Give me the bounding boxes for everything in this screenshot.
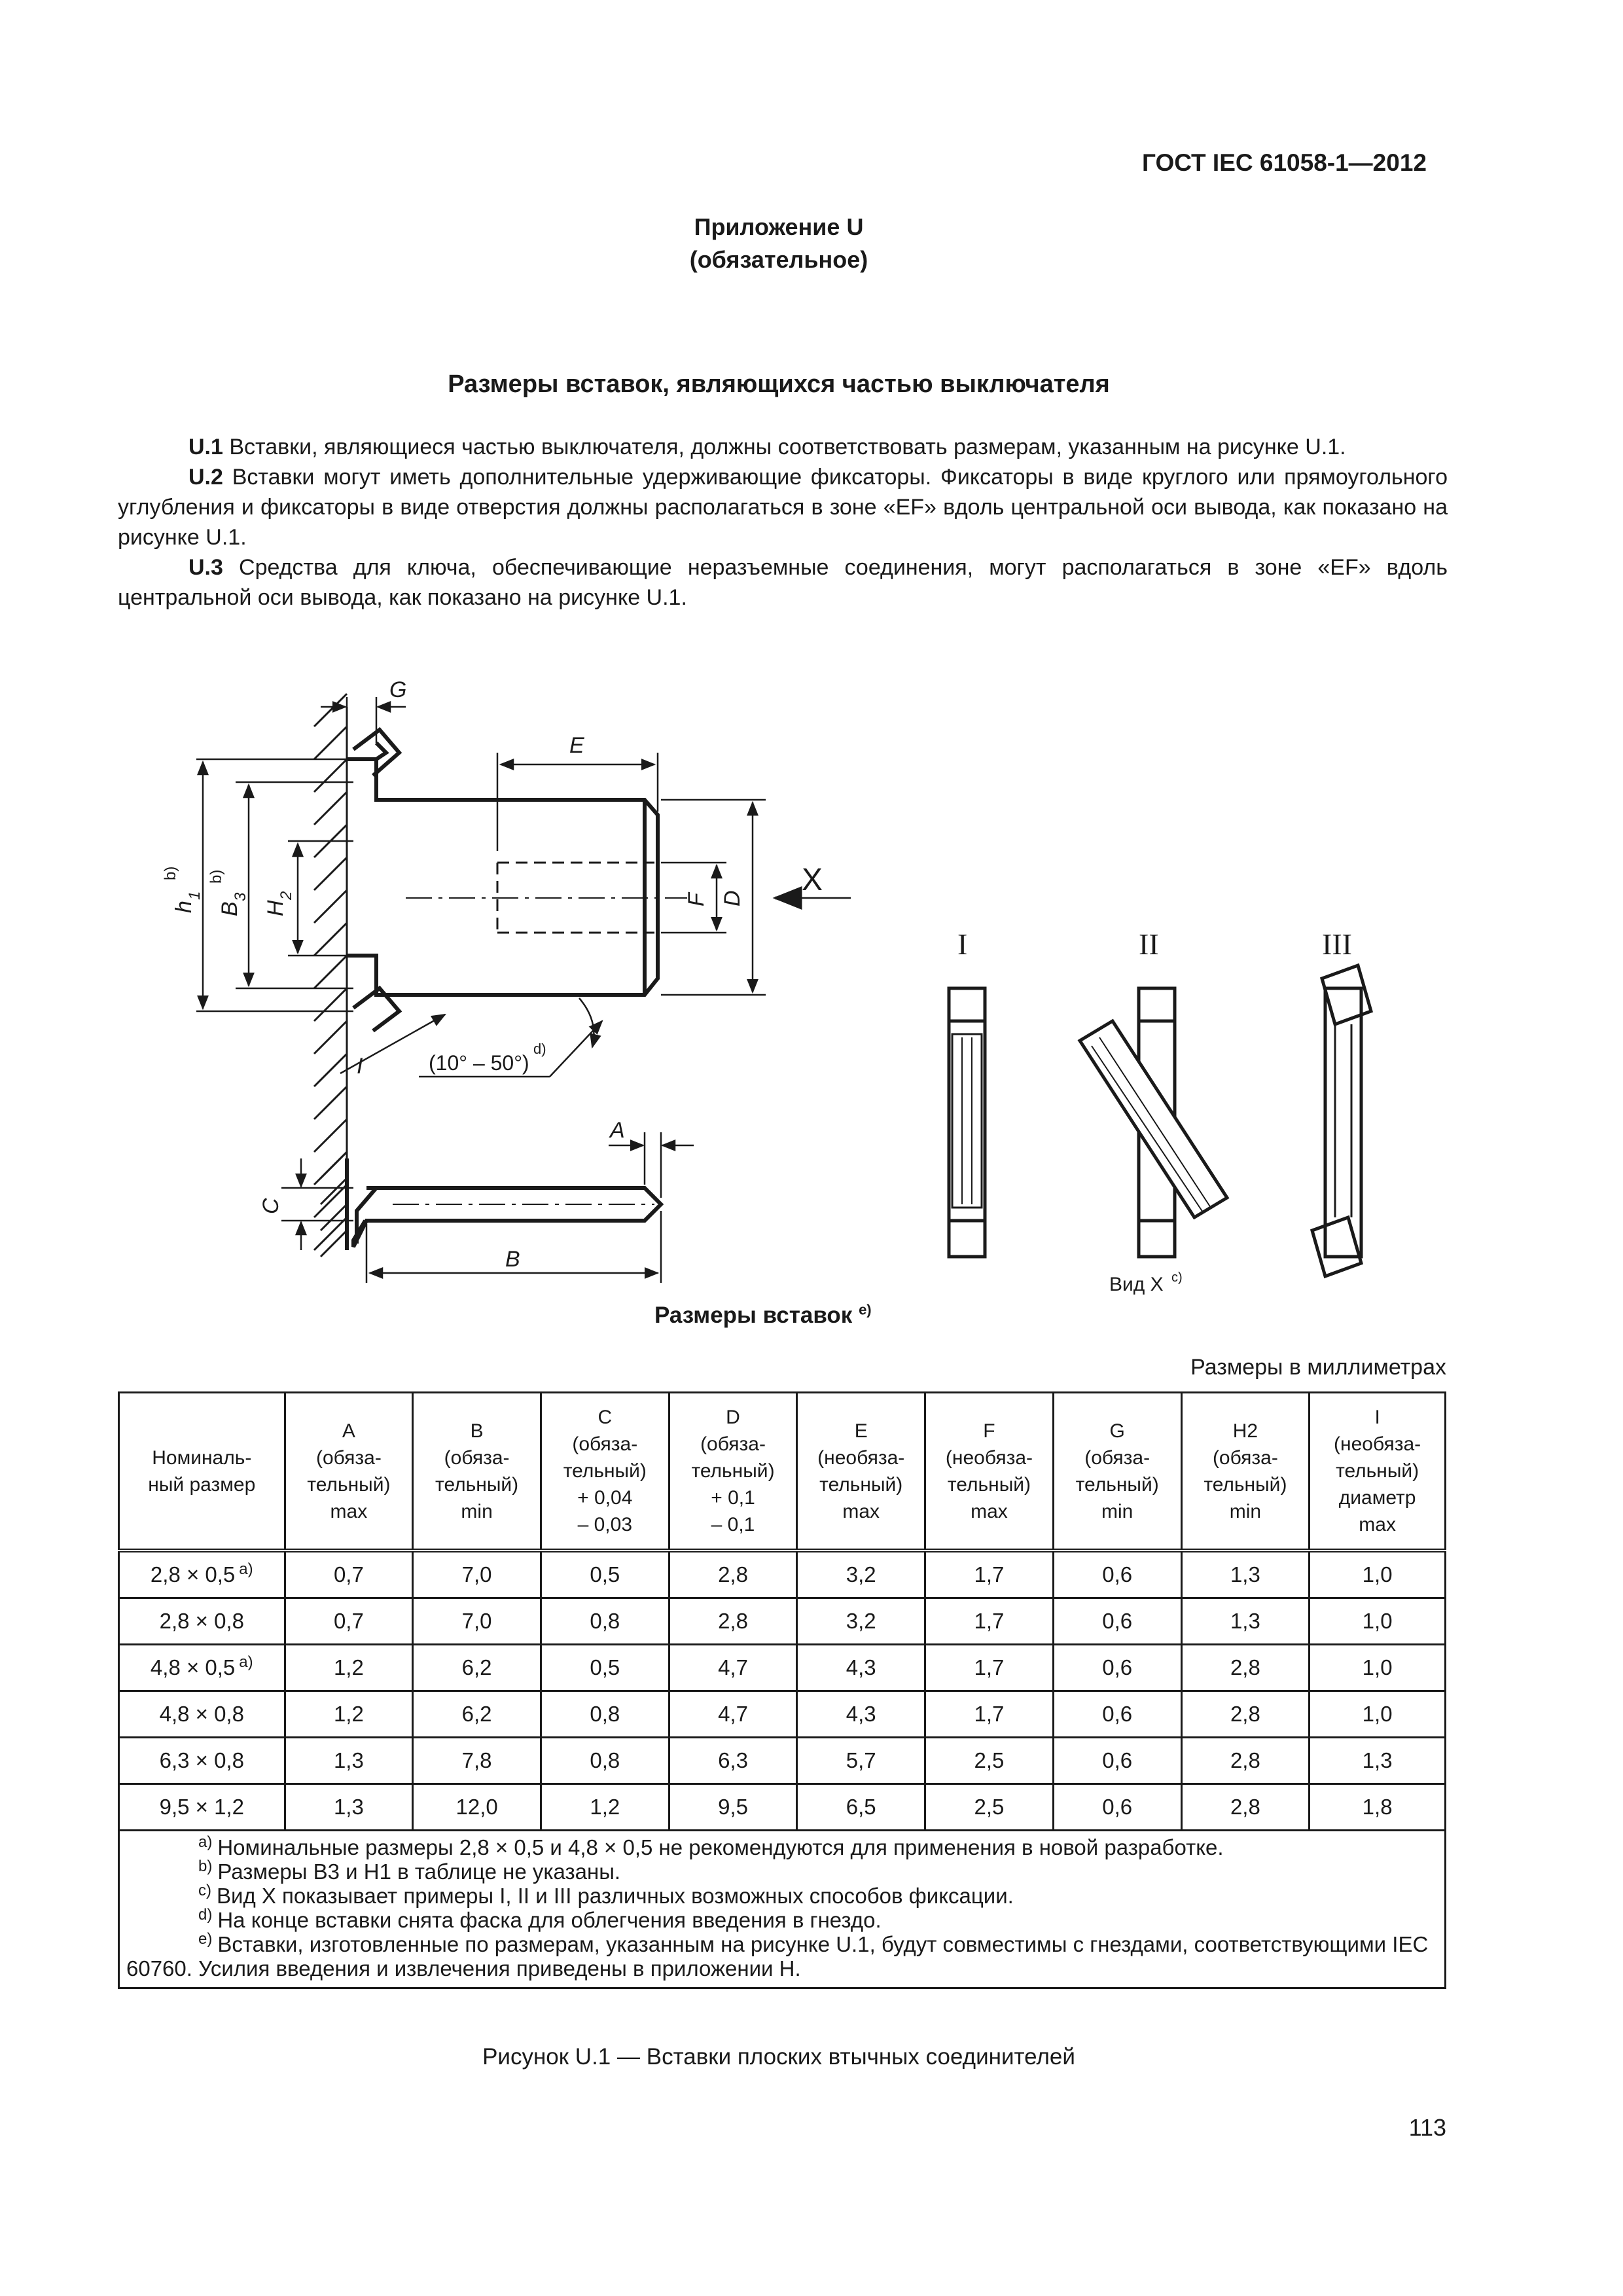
table-cell: 2,8 [669, 1598, 797, 1645]
footnote-mark: a) [239, 1560, 253, 1578]
table-cell: 0,6 [1053, 1691, 1181, 1738]
table-cell: 7,8 [413, 1738, 541, 1784]
paragraph-text: Вставки могут иметь дополнительные удерживающие фиксаторы. Фиксаторы в виде круглого или прямоугольного углубления и фиксаторы в виде отверстия должны располагаться в зоне «EF» вдоль центральной оси вывода, как показано на рисунке U.1. [118, 465, 1448, 550]
note-text: На конце вставки снята фаска для облегчения введения в гнездо. [217, 1908, 882, 1932]
label-view-ii: II [1139, 927, 1159, 961]
table-cell: 4,3 [797, 1691, 925, 1738]
table-cell: 4,7 [669, 1645, 797, 1691]
note-mark: e) [198, 1930, 213, 1948]
table-cell: 1,3 [285, 1784, 413, 1831]
nominal-size-value: 9,5 × 1,2 [159, 1795, 244, 1819]
label-x: X [802, 863, 823, 897]
table-cell: 6,2 [413, 1691, 541, 1738]
label-angle: (10° – 50°) [429, 1051, 529, 1075]
label-e: E [569, 733, 584, 758]
table-cell: 1,7 [925, 1691, 1054, 1738]
table-cell: 1,7 [925, 1645, 1054, 1691]
label-a: A [610, 1118, 625, 1143]
table-cell: 0,8 [541, 1691, 669, 1738]
annex-title: Приложение U [694, 213, 864, 240]
table-cell: 0,7 [285, 1598, 413, 1645]
view-x-caption: Вид X [1109, 1274, 1164, 1295]
table-cell: 6,3 [669, 1738, 797, 1784]
label-b3-sup: b) [207, 869, 225, 884]
table-cell: 1,7 [925, 1551, 1054, 1598]
view-x-variant-3 [1312, 965, 1371, 1276]
cell-nominal-size [119, 1784, 285, 1831]
figure-caption-text: Размеры вставок [654, 1302, 853, 1328]
table-cell: 0,6 [1053, 1551, 1181, 1598]
dimensions-table [118, 1391, 1446, 1989]
table-cell: 1,3 [1310, 1738, 1446, 1784]
note-a [126, 1835, 1438, 1859]
table-cell: 2,8 [1181, 1645, 1310, 1691]
table-header-row [119, 1393, 1446, 1551]
header-nominal-size: Номиналь- ный размер [119, 1393, 285, 1551]
paragraph-text: Вставки, являющиеся частью выключателя, должны соответствовать размерам, указанным на рисунке U.1. [223, 435, 1346, 459]
header-h2: H2 (обяза- тельный) min [1181, 1393, 1310, 1551]
cell-nominal-size [119, 1645, 285, 1691]
table-cell: 0,5 [541, 1551, 669, 1598]
view-x-variant-1 [949, 988, 985, 1257]
nominal-size-value: 2,8 × 0,5 [150, 1562, 236, 1587]
table-cell: 4,3 [797, 1645, 925, 1691]
figure-caption [654, 1302, 916, 1329]
paragraph-text: Средства для ключа, обеспечивающие неразъемные соединения, могут располагаться в зоне «EF» вдоль центральной оси вывода, как показано на рисунке U.1. [118, 555, 1448, 610]
table-cell: 2,8 [1181, 1691, 1310, 1738]
note-text: Номинальные размеры 2,8 × 0,5 и 4,8 × 0,5 не рекомендуются для применения в новой разработке. [217, 1835, 1224, 1859]
table-cell: 2,5 [925, 1784, 1054, 1831]
table-row [119, 1691, 1446, 1738]
cell-nominal-size [119, 1691, 285, 1738]
table-cell: 7,0 [413, 1598, 541, 1645]
page-number: 113 [1408, 2114, 1446, 2141]
label-b3-sub: 3 [232, 892, 249, 901]
label-g: G [389, 677, 407, 702]
table-cell: 0,8 [541, 1738, 669, 1784]
table-cell: 0,6 [1053, 1784, 1181, 1831]
note-mark: d) [198, 1906, 213, 1924]
label-h1-sub: 1 [186, 891, 204, 900]
table-cell: 1,0 [1310, 1551, 1446, 1598]
note-d [126, 1908, 1438, 1932]
header-c: C (обяза- тельный) + 0,04 – 0,03 [541, 1393, 669, 1551]
paragraph-number: U.3 [188, 555, 223, 580]
table-cell: 3,2 [797, 1598, 925, 1645]
note-mark: c) [198, 1882, 211, 1899]
note-text: Размеры B3 и H1 в таблице не указаны. [217, 1859, 621, 1884]
footnote-mark: a) [239, 1653, 253, 1671]
table-cell: 6,2 [413, 1645, 541, 1691]
document-code: ГОСТ IEC 61058-1—2012 [1141, 149, 1427, 176]
label-b3: B [217, 901, 242, 916]
table-cell: 1,3 [1181, 1598, 1310, 1645]
header-d: D (обяза- тельный) + 0,1 – 0,1 [669, 1393, 797, 1551]
note-c [126, 1884, 1438, 1908]
paragraph-number: U.2 [188, 465, 223, 490]
label-i: I [357, 1054, 363, 1079]
table-cell: 1,2 [285, 1691, 413, 1738]
table-cell: 1,3 [285, 1738, 413, 1784]
table-cell: 1,0 [1310, 1645, 1446, 1691]
table-cell: 1,2 [541, 1784, 669, 1831]
table-row [119, 1551, 1446, 1598]
figure-caption-sup: e) [859, 1301, 872, 1318]
nominal-size-value: 6,3 × 0,8 [159, 1748, 244, 1772]
table-cell: 12,0 [413, 1784, 541, 1831]
notes-row [119, 1831, 1446, 1988]
label-angle-sup: d) [533, 1041, 546, 1057]
dimension-lines [196, 697, 851, 1077]
table-row [119, 1645, 1446, 1691]
table-cell: 5,7 [797, 1738, 925, 1784]
label-h1-sup: b) [162, 866, 179, 880]
table-cell: 0,6 [1053, 1598, 1181, 1645]
label-b: B [505, 1247, 520, 1272]
table-cell: 0,7 [285, 1551, 413, 1598]
annex-status: (обязательное) [689, 246, 868, 273]
table-row [119, 1738, 1446, 1784]
header-g: G (обяза- тельный) min [1053, 1393, 1181, 1551]
label-h2-sub: 2 [277, 891, 295, 900]
table-cell: 1,0 [1310, 1691, 1446, 1738]
nominal-size-value: 4,8 × 0,8 [159, 1702, 244, 1726]
header-f: F (необяза- тельный) max [925, 1393, 1054, 1551]
section-title: Размеры вставок, являющихся частью выключателя [448, 370, 1110, 398]
label-d: D [720, 890, 745, 906]
note-mark: b) [198, 1857, 213, 1875]
table-cell: 6,5 [797, 1784, 925, 1831]
note-text: Вставки, изготовленные по размерам, указанным на рисунке U.1, будут совместимы с гнездами, соответствующими IEC 60760. Усилия введения и извлечения приведены в приложении H. [126, 1932, 1429, 1981]
table-cell: 9,5 [669, 1784, 797, 1831]
note-text: Вид X показывает примеры I, II и III различных возможных способов фиксации. [217, 1884, 1014, 1908]
table-cell: 1,7 [925, 1598, 1054, 1645]
view-x-caption-sup: c) [1171, 1270, 1183, 1285]
table-cell: 2,8 [669, 1551, 797, 1598]
table-notes [119, 1831, 1446, 1988]
table-cell: 1,3 [1181, 1551, 1310, 1598]
table-cell: 3,2 [797, 1551, 925, 1598]
header-i: I (необяза- тельный) диаметр max [1310, 1393, 1446, 1551]
cell-nominal-size [119, 1738, 285, 1784]
note-e [126, 1932, 1438, 1981]
paragraph-number: U.1 [188, 435, 223, 459]
table-cell: 0,6 [1053, 1738, 1181, 1784]
table-cell: 1,8 [1310, 1784, 1446, 1831]
table-cell: 1,2 [285, 1645, 413, 1691]
cell-nominal-size [119, 1551, 285, 1598]
label-view-iii: III [1322, 927, 1352, 961]
view-x-variant-2 [1080, 988, 1227, 1257]
table-cell: 7,0 [413, 1551, 541, 1598]
note-b [126, 1859, 1438, 1884]
table-cell: 0,8 [541, 1598, 669, 1645]
table-row [119, 1598, 1446, 1645]
label-f: F [684, 893, 709, 906]
table-cell: 1,0 [1310, 1598, 1446, 1645]
units-note: Размеры в миллиметрах [1190, 1355, 1446, 1380]
note-mark: a) [198, 1833, 213, 1851]
nominal-size-value: 4,8 × 0,5 [150, 1655, 236, 1679]
label-h2: H [263, 900, 288, 916]
cell-nominal-size [119, 1598, 285, 1645]
wall-hatching [314, 694, 347, 1250]
table-cell: 0,6 [1053, 1645, 1181, 1691]
table-cell: 2,8 [1181, 1784, 1310, 1831]
label-view-i: I [957, 927, 968, 961]
table-row [119, 1784, 1446, 1831]
insert-side-view [347, 730, 658, 1031]
table-cell: 4,7 [669, 1691, 797, 1738]
nominal-size-value: 2,8 × 0,8 [159, 1609, 244, 1633]
table-cell: 0,5 [541, 1645, 669, 1691]
header-b: B (обяза- тельный) min [413, 1393, 541, 1551]
label-c: C [259, 1198, 283, 1214]
label-h1: h [171, 901, 196, 913]
header-e: E (необяза- тельный) max [797, 1393, 925, 1551]
table-cell: 2,8 [1181, 1738, 1310, 1784]
header-a: A (обяза- тельный) max [285, 1393, 413, 1551]
figure-title: Рисунок U.1 — Вставки плоских втычных соединителей [482, 2044, 1075, 2070]
table-cell: 2,5 [925, 1738, 1054, 1784]
